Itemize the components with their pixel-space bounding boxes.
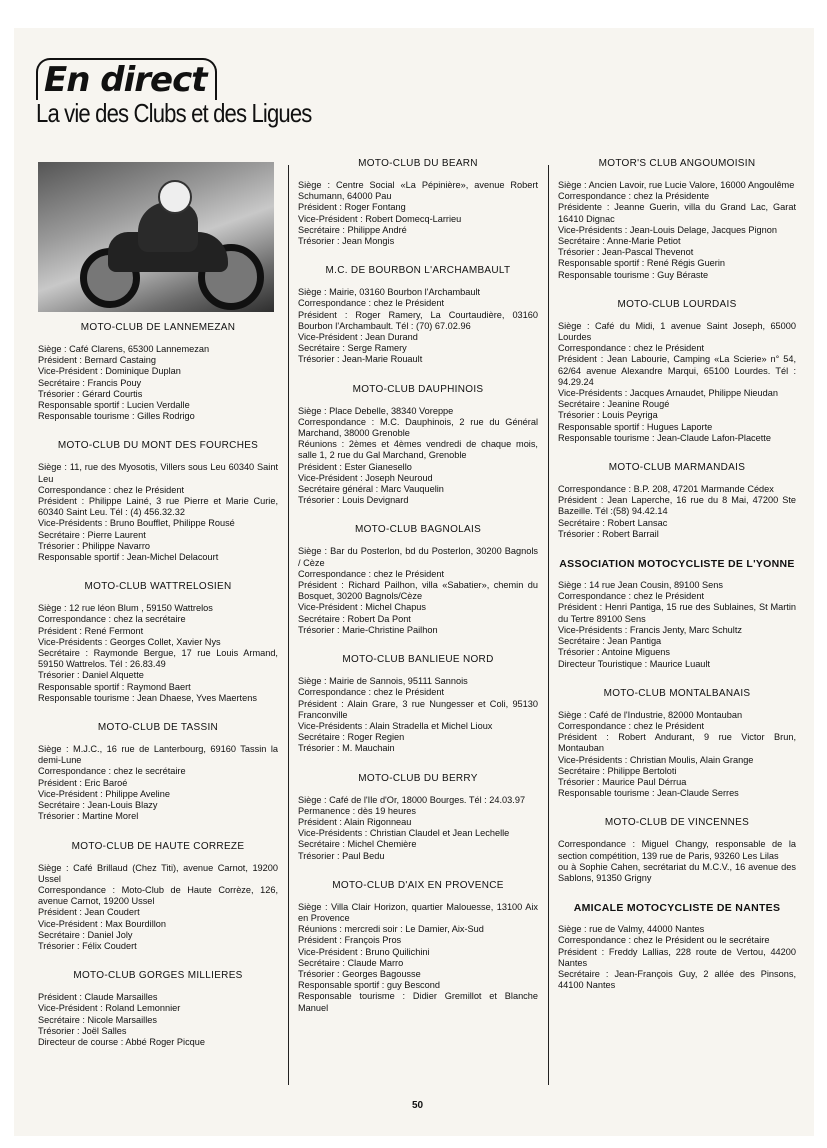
club-detail-line: Correspondance : chez la Présidente (558, 191, 710, 202)
club-name: MOTO-CLUB GORGES MILLIERES (73, 970, 243, 982)
club-detail-line: Correspondance : chez le Président (558, 720, 705, 731)
club-detail-line: Trésorier : Louis Devignard (298, 495, 409, 506)
club-detail-line: Vice-Présidents : Christian Claudel et Jean Lechelle (298, 828, 510, 839)
club-detail-line: Président : Ester Gianesello (298, 461, 412, 472)
club-entry (558, 299, 796, 444)
page-header (36, 58, 360, 126)
club-detail-line: Secrétaire : Philippe André (298, 224, 407, 235)
club-detail-line: Responsable sportif : René Régis Guerin (558, 258, 725, 269)
club-detail-line: Président : Roger Ramery, La Courtaudière, 03160 Bourbon l'Archambault. Tél : (70) 67.02.96 (298, 309, 538, 331)
club-detail-line: Trésorier : Jean-Marie Rouault (298, 354, 423, 365)
club-detail-line: Président : Richard Pailhon, villa «Sabatier», chemin du Bosquet, 30200 Bagnols/Cèze (298, 580, 538, 602)
club-detail-line: Siège : Mairie de Sannois, 95111 Sannois (298, 676, 468, 687)
club-name: MOTO-CLUB DAUPHINOIS (352, 383, 484, 395)
club-entry (558, 558, 796, 670)
club-name: ASSOCIATION MOTOCYCLISTE DE L'YONNE (559, 558, 795, 571)
club-detail-line: Vice-Présidents : Jean-Louis Delage, Jacques Pignon (558, 224, 777, 235)
club-name: MOTO-CLUB DE VINCENNES (604, 817, 750, 829)
club-entry (298, 524, 538, 636)
club-detail-line: Correspondance : Miguel Changy, responsable de la section compétition, 139 rue de Paris, 93260 Les Lilas (558, 839, 796, 861)
club-detail-line: Correspondance : chez le Président (558, 343, 705, 354)
club-detail-line: Président : Philippe Lainé, 3 rue Pierre et Marie Curie, 60340 Saint Leu. Tél : (4) 456.32.32 (38, 496, 278, 518)
club-entry (298, 654, 538, 754)
club-detail-line: Responsable tourisme : Jean Dhaese, Yves Maertens (38, 692, 257, 703)
club-detail-line: Siège : 14 rue Jean Cousin, 89100 Sens (558, 580, 723, 591)
club-detail-line: Président : Alain Grare, 3 rue Nungesser et Coli, 95130 Franconville (298, 698, 538, 720)
club-detail-line: Secrétaire : Jean Pantiga (558, 636, 662, 647)
club-detail-line: Siège : M.J.C., 16 rue de Lanterbourg, 69160 Tassin la demi-Lune (38, 744, 278, 766)
club-name: MOTO-CLUB MARMANDAIS (608, 462, 746, 474)
club-detail-line: Président : Jean Labourie, Camping «La Scierie» n° 54, 62/64 avenue Alexandre Marqui, 65100 Lourdes. Tél : 94.29.24 (558, 354, 796, 387)
club-detail-line: Responsable tourisme : Jean-Claude Serres (558, 788, 739, 799)
club-detail-line: Secrétaire : Claude Marro (298, 957, 404, 968)
club-detail-line: Trésorier : Robert Barrail (558, 528, 659, 539)
club-detail-line: Président : René Fermont (38, 625, 144, 636)
club-detail-line: Trésorier : Martine Morel (38, 811, 139, 822)
club-name: AMICALE MOTOCYCLISTE DE NANTES (573, 902, 781, 915)
club-detail-line: Responsable sportif : guy Bescond (298, 980, 440, 991)
club-entry (38, 440, 278, 563)
club-detail-line: Siège : Café Clarens, 65300 Lannemezan (38, 344, 210, 354)
club-entry (298, 880, 538, 1014)
club-detail-line: Vice-Président : Robert Domecq-Larrieu (298, 213, 462, 224)
club-detail-line: Correspondance : chez le Président (298, 298, 445, 309)
club-detail-line: Réunions : 2èmes et 4èmes vendredi de chaque mois, salle 1, 2 rue du Gal Marchand, Grenoble (298, 439, 538, 461)
club-detail-line: Responsable tourisme : Guy Béraste (558, 269, 709, 280)
club-detail-line: Secrétaire : Jean-François Guy, 2 allée des Pinsons, 44100 Nantes (558, 968, 796, 991)
column-divider (288, 165, 289, 1085)
club-detail-line: Présidente : Jeanne Guerin, villa du Grand Lac, Garat 16410 Dignac (558, 202, 796, 224)
club-detail-line: Correspondance : chez le Président ou le secrétaire (558, 935, 770, 946)
section-subtitle: La vie des Clubs et des Ligues (36, 98, 312, 128)
club-entry (558, 158, 796, 281)
club-detail-line: Secrétaire : Daniel Joly (38, 929, 133, 940)
club-entry (38, 841, 278, 953)
club-detail-line: Siège : Centre Social «La Pépinière», avenue Robert Schumann, 64000 Pau (298, 180, 538, 202)
club-detail-line: Vice-Présidents : Christian Moulis, Alain Grange (558, 754, 754, 765)
club-detail-line: Responsable sportif : Hugues Laporte (558, 421, 713, 432)
club-detail-line: Correspondance : chez le secrétaire (38, 766, 186, 777)
club-entry (38, 970, 278, 1048)
club-detail-line: Vice-Président : Max Bourdillon (38, 918, 167, 929)
club-detail-line: Vice-Président : Dominique Duplan (38, 366, 181, 377)
club-detail-line: Correspondance : B.P. 208, 47201 Marmande Cédex (558, 484, 774, 495)
club-detail-line: Secrétaire : Serge Ramery (298, 343, 407, 354)
club-detail-line: Président : Henri Pantiga, 15 rue des Sublaines, St Martin du Tertre 89100 Sens (558, 602, 796, 624)
club-detail-line: Vice-Présidents : Jacques Arnaudet, Philippe Nieudan (558, 388, 778, 399)
club-detail-line: Vice-Président : Bruno Quilichini (298, 946, 430, 957)
club-detail-line: Secrétaire : Jean-Louis Blazy (38, 800, 158, 811)
club-detail-line: Correspondance : M.C. Dauphinois, 2 rue du Général Marchand, 38000 Grenoble (298, 416, 538, 439)
motorcycle-racer-photo (38, 162, 274, 312)
club-detail-line: Secrétaire : Anne-Marie Petiot (558, 236, 681, 247)
club-detail-line: Siège : Mairie, 03160 Bourbon l'Archambault (298, 287, 481, 298)
club-name: MOTO-CLUB DE LANNEMEZAN (80, 322, 236, 333)
club-detail-line: Responsable tourisme : Jean-Claude Lafon-Placette (558, 432, 771, 443)
club-detail-line: Trésorier : Gérard Courtis (38, 388, 143, 399)
club-detail-line: Secrétaire général : Marc Vauquelin (298, 484, 444, 495)
club-name: MOTO-CLUB DU BEARN (358, 158, 478, 169)
club-detail-line: Vice-Présidents : Bruno Boufflet, Philippe Rousé (38, 518, 235, 529)
club-detail-line: Siège : Villa Clair Horizon, quartier Malouesse, 13100 Aix en Provence (298, 901, 538, 923)
club-detail-line: Directeur Touristique : Maurice Luault (558, 658, 711, 669)
club-entry (298, 384, 538, 507)
club-detail-line: Président : Alain Rigonneau (298, 816, 412, 827)
club-detail-line: Secrétaire : Jeanine Rougé (558, 399, 670, 410)
column-divider (548, 165, 549, 1085)
club-detail-line: Siège : Café Brillaud (Chez Titi), avenue Carnot, 19200 Ussel (38, 862, 278, 884)
club-detail-line: Secrétaire : Robert Lansac (558, 517, 668, 528)
club-detail-line: Trésorier : Daniel Alquette (38, 670, 144, 681)
club-detail-line: Siège : Ancien Lavoir, rue Lucie Valore, 16000 Angoulême (558, 180, 795, 190)
club-entry (558, 688, 796, 800)
club-name: MOTO-CLUB LOURDAIS (617, 298, 737, 310)
club-detail-line: Correspondance : chez le Président (298, 568, 445, 579)
club-detail-line: Trésorier : Antoine Miguens (558, 647, 671, 658)
club-detail-line: Vice-Présidents : Francis Jenty, Marc Schultz (558, 624, 742, 635)
en-direct-logo: En direct (36, 58, 217, 100)
club-entry (558, 817, 796, 884)
column-2 (298, 158, 538, 1032)
club-detail-line: Responsable tourisme : Didier Gremillot et Blanche Manuel (298, 991, 538, 1013)
club-detail-line: Trésorier : Maurice Paul Dérrua (558, 776, 687, 787)
club-detail-line: Président : Jean Coudert (38, 907, 140, 918)
club-entry (558, 462, 796, 540)
club-entry (38, 722, 278, 822)
club-entry (298, 265, 538, 365)
club-detail-line: Siège : Café de l'Ile d'Or, 18000 Bourges. Tél : 24.03.97 (298, 794, 526, 805)
club-detail-line: Trésorier : Joël Salles (38, 1025, 127, 1036)
club-detail-line: Trésorier : Philippe Navarro (38, 540, 150, 551)
club-detail-line: Responsable sportif : Lucien Verdalle (38, 400, 190, 411)
club-name: MOTO-CLUB MONTALBANAIS (603, 687, 751, 699)
club-detail-line: Trésorier : Jean Mongis (298, 236, 395, 247)
club-detail-line: Secrétaire : Francis Pouy (38, 377, 142, 388)
club-detail-line: Secrétaire : Raymonde Bergue, 17 rue Louis Armand, 59150 Wattrelos. Tél : 26.83.49 (38, 648, 278, 670)
club-detail-line: Responsable tourisme : Gilles Rodrigo (38, 411, 195, 422)
club-name: MOTO-CLUB D'AIX EN PROVENCE (332, 879, 504, 891)
page-number: 50 (412, 1100, 424, 1111)
club-name: MOTOR'S CLUB ANGOUMOISIN (598, 158, 756, 169)
club-entry (558, 902, 796, 991)
club-entry (38, 322, 278, 422)
club-detail-line: Trésorier : Paul Bedu (298, 850, 385, 861)
club-detail-line: Président : Freddy Lallias, 228 route de Vertou, 44200 Nantes (558, 946, 796, 968)
club-detail-line: Trésorier : Marie-Christine Pailhon (298, 624, 438, 635)
club-detail-line: Responsable sportif : Jean-Michel Delacourt (38, 552, 219, 563)
club-detail-line: Siège : 12 rue léon Blum , 59150 Wattrelos (38, 603, 213, 614)
club-detail-line: Secrétaire : Nicole Marsailles (38, 1014, 157, 1025)
club-detail-line: Vice-Présidents : Alain Stradella et Michel Lioux (298, 720, 493, 731)
club-detail-line: Président : Claude Marsailles (38, 992, 158, 1003)
club-detail-line: Permanence : dès 19 heures (298, 805, 416, 816)
club-detail-line: Correspondance : chez le Président (38, 484, 185, 495)
club-name: M.C. DE BOURBON L'ARCHAMBAULT (325, 265, 511, 277)
club-detail-line: Vice-Président : Joseph Neuroud (298, 472, 433, 483)
club-detail-line: Vice-Président : Philippe Aveline (38, 788, 170, 799)
club-detail-line: Vice-Présidents : Georges Collet, Xavier Nys (38, 636, 221, 647)
club-detail-line: Secrétaire : Michel Chemière (298, 839, 417, 850)
club-name: MOTO-CLUB DE TASSIN (97, 722, 219, 734)
club-detail-line: Siège : 11, rue des Myosotis, Villers sous Leu 60340 Saint Leu (38, 462, 278, 484)
club-detail-line: Correspondance : chez la secrétaire (38, 614, 186, 625)
club-detail-line: ou à Sophie Cahen, secrétariat du M.C.V., 16 avenue des Sablons, 91350 Grigny (558, 861, 796, 883)
club-detail-line: Trésorier : Georges Bagousse (298, 968, 421, 979)
club-detail-line: Trésorier : M. Mauchain (298, 743, 395, 754)
club-detail-line: Trésorier : Louis Peyriga (558, 410, 658, 421)
club-name: MOTO-CLUB BAGNOLAIS (354, 524, 482, 536)
club-detail-line: Trésorier : Jean-Pascal Thevenot (558, 247, 694, 258)
club-entry (38, 581, 278, 704)
club-name: MOTO-CLUB WATTRELOSIEN (84, 581, 232, 593)
club-entry (298, 773, 538, 862)
club-detail-line: Responsable sportif : Raymond Baert (38, 681, 191, 692)
club-detail-line: Siège : rue de Valmy, 44000 Nantes (558, 924, 705, 935)
club-detail-line: Président : Jean Laperche, 16 rue du 8 Mai, 47200 Ste Bazeille. Tél :(58) 94.42.14 (558, 495, 796, 517)
club-detail-line: Réunions : mercredi soir : Le Damier, Aix-Sud (298, 924, 484, 935)
club-entry (298, 158, 538, 247)
club-detail-line: Président : Robert Andurant, 9 rue Victor Brun, Montauban (558, 732, 796, 754)
club-detail-line: Siège : Place Debelle, 38340 Voreppe (298, 405, 454, 416)
club-detail-line: Correspondance : chez le Président (298, 687, 445, 698)
club-detail-line: Correspondance : chez le Président (558, 591, 705, 602)
club-detail-line: Président : Bernard Castaing (38, 355, 156, 366)
club-detail-line: Trésorier : Félix Coudert (38, 940, 137, 951)
club-detail-line: Président : Roger Fontang (298, 202, 406, 213)
club-detail-line: Siège : Café de l'Industrie, 82000 Montauban (558, 709, 743, 720)
club-detail-line: Vice-Président : Roland Lemonnier (38, 1003, 181, 1014)
club-name: MOTO-CLUB DE HAUTE CORREZE (71, 840, 245, 852)
club-detail-line: Siège : Café du Midi, 1 avenue Saint Joseph, 65000 Lourdes (558, 320, 796, 343)
club-name: MOTO-CLUB DU MONT DES FOURCHES (57, 440, 259, 452)
club-detail-line: Secrétaire : Robert Da Pont (298, 613, 411, 624)
club-detail-line: Siège : Bar du Posterlon, bd du Posterlon, 30200 Bagnols / Cèze (298, 546, 538, 568)
club-detail-line: Secrétaire : Roger Regien (298, 732, 405, 743)
club-detail-line: Secrétaire : Pierre Laurent (38, 529, 146, 540)
club-detail-line: Correspondance : Moto-Club de Haute Corrèze, 126, avenue Carnot, 19200 Ussel (38, 884, 278, 907)
club-detail-line: Président : Eric Baroé (38, 777, 128, 788)
club-detail-line: Président : François Pros (298, 935, 402, 946)
club-detail-line: Directeur de course : Abbé Roger Picque (38, 1036, 205, 1047)
club-detail-line: Vice-Président : Michel Chapus (298, 602, 427, 613)
column-1 (38, 158, 278, 1066)
club-name: MOTO-CLUB DU BERRY (358, 772, 478, 784)
club-detail-line: Secrétaire : Philippe Bertoloti (558, 765, 677, 776)
club-detail-line: Vice-Président : Jean Durand (298, 332, 418, 343)
column-3 (558, 158, 796, 1009)
club-name: MOTO-CLUB BANLIEUE NORD (342, 654, 494, 666)
